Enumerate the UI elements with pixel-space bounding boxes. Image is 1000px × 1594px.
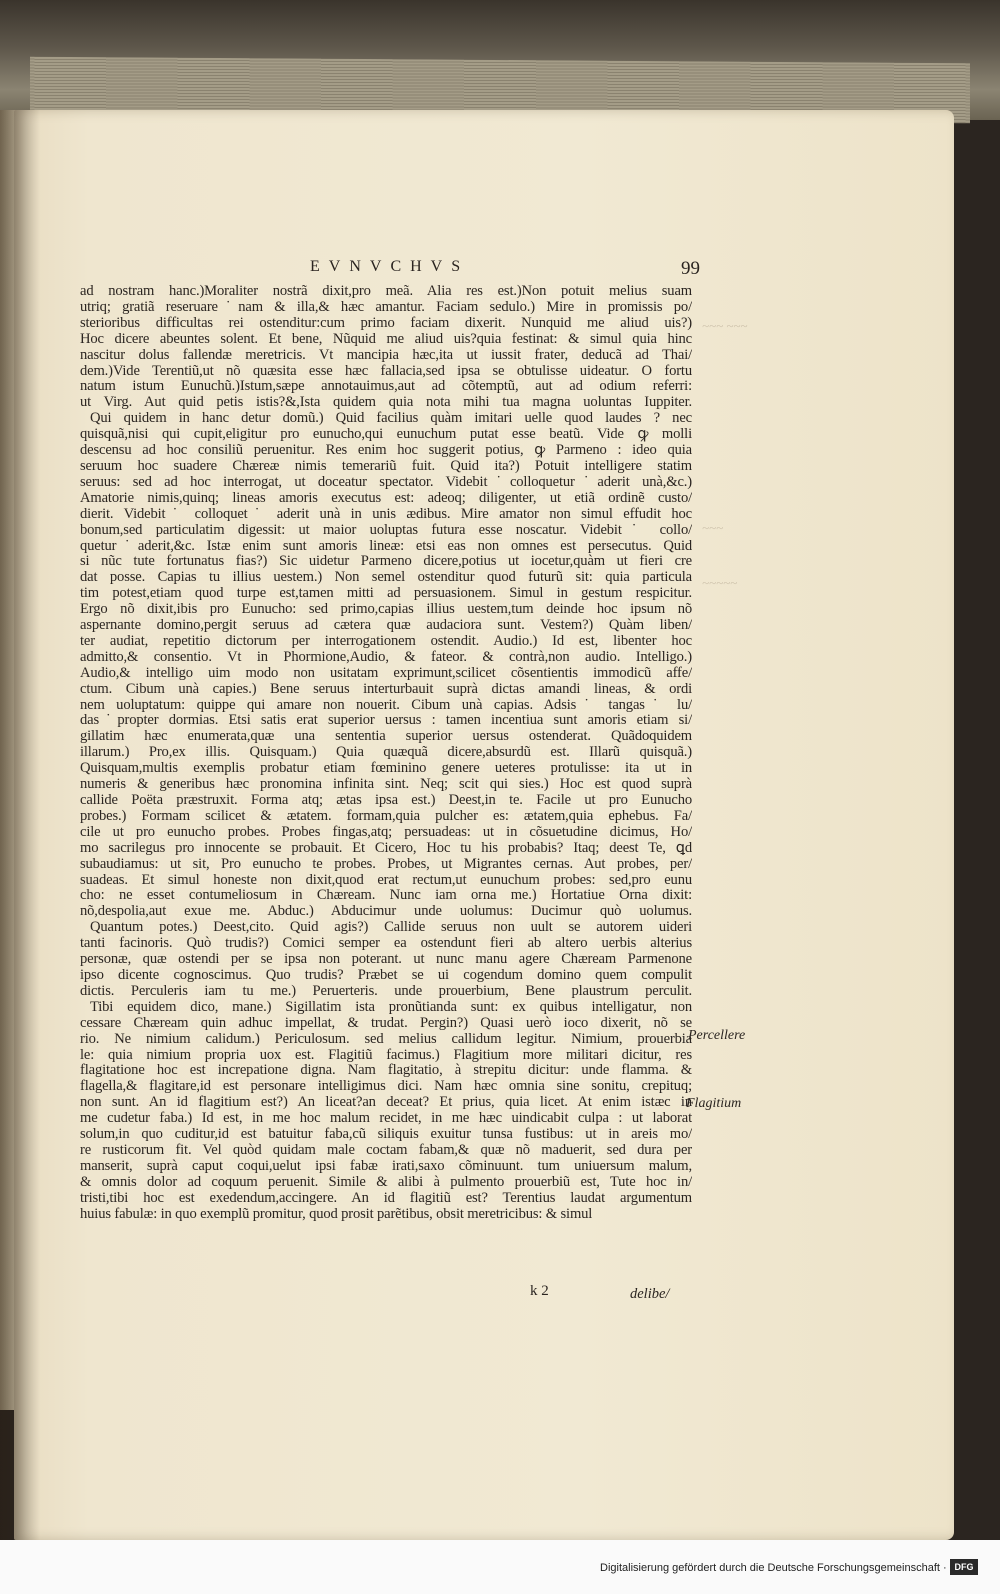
text-line: nõ,despolia,aut exue me. Abduc.) Abducimur unde uolumus: Ducimur quò uolumus. bbox=[80, 904, 692, 920]
text-line: numeris & generibus hæc pronomina infinita sint. Neq; scit qui sies.) Hoc est quod suprà bbox=[80, 777, 692, 793]
text-line: tanti facinoris. Quò trudis?) Comici semper ea ostendunt fieri ab altero uerbis alterius bbox=[80, 936, 692, 952]
spine-shadow bbox=[0, 110, 40, 1550]
text-line: flagella,& flagitare,id est personare intelligimus dici. Nam hæc omnia sine sonitu, crepituq; bbox=[80, 1079, 692, 1095]
text-line: dictis. Perculeris iam tu me.) Peruerteris. unde prouerbium, Bene plaustrum perculit. bbox=[80, 983, 692, 999]
text-line: probes.) Formam scilicet & ætatem. formam,quia pulcher es: ætatem,quia ephebus. Fa/ bbox=[80, 808, 692, 824]
text-line: sterioribus difficultas rei ostenditur:cum primo faciam dixerit. Nunquid me aliud uis?) bbox=[80, 315, 692, 331]
text-line: Tibi equidem dico, mane.) Sigillatim ista pronũtianda sunt: ex quibus intelligatur, non bbox=[90, 999, 692, 1015]
text-line: gillatim hæc enumerata,quæ una sententia superior uersus ostenderat. Quãdoquidem bbox=[80, 729, 692, 745]
commentary-text bbox=[80, 284, 692, 1222]
text-line: rio. Ne nimium calidum.) Periculosum. sed melius callidum legitur. Nimium, prouerbia bbox=[80, 1031, 692, 1047]
text-line: cho: ne esset contumeliosum in Chæream. Nunc iam orna me.) Hortatiue Orna dixit: bbox=[80, 888, 692, 904]
text-line: Quantum potes.) Deest,cito. Quid agis?) Callide seruus non uult se autorem uideri bbox=[90, 920, 692, 936]
text-line: Amatorie nimis,quinq; lineas amoris executus est: adeoq; diligenter, ut etiã ordinẽ custo/ bbox=[80, 490, 692, 506]
text-line: admitto,& consentio. Vt in Phormione,Audio, & fateor. & contrà,non audio. Intelligo.) bbox=[80, 649, 692, 665]
text-line: si nũc tute fortunatus fias?) Sic uidetur Parmeno dicere,potius ut iocetur,quàm ut fieri cre bbox=[80, 554, 692, 570]
text-line: tim potest,etiam quod turpe est,tamen mitti ad persuasionem. Simul in gestum respicitur. bbox=[80, 586, 692, 602]
text-line: le: quia nimium propria uox est. Flagitiũ facimus.) Flagitium more militari dicitur, res bbox=[80, 1047, 692, 1063]
text-line: ter audiat, repetitio dictorum per interrogationem ostendit. Audio.) Id est, libenter hoc bbox=[80, 633, 692, 649]
text-line: nascitur dolus fallendæ meretricis. Vt mancipia hæc,ita ut iussit frater, deducã ad Thai/ bbox=[80, 347, 692, 363]
text-line: ctum. Cibum unà capies.) Bene seruus interturbauit suprà dictas amandi lineas, & ordi bbox=[80, 681, 692, 697]
text-line: solum,in quo cuditur,id est batuitur faba,cũ siliquis exuitur tunsa fustibus: ut in areis mo/ bbox=[80, 1127, 692, 1143]
text-line: quetur˙aderit,&c. Istæ enim sunt amoris lineæ: etsi eas non omnes est persecutus. Quid bbox=[80, 538, 692, 554]
text-line: dat posse. Capias tu illius uestem.) Non semel ostenditur quod futurũ sit: quia particula bbox=[80, 570, 692, 586]
text-line: ut Virg. Aut quid petis istis?&,Ista quidem quia nota mihi tua magna uoluntas Iuppiter. bbox=[80, 395, 692, 411]
text-line: descensu ad hoc consiliũ peruenitur. Res enim hoc suggerit potius, ꝙ Parmeno : ideo quia bbox=[80, 443, 692, 459]
text-line: seruus: sed ad hoc interrogat, ut doceatur spectator. Videbit˙colloquetur˙aderit unà,&c.) bbox=[80, 474, 692, 490]
text-line: ad nostram hanc.)Moraliter nostrã dixit,pro meã. Alia res est.)Non potuit melius suam bbox=[80, 284, 692, 299]
text-line: personæ, quæ ostendi per se ipsa non poterant. ut nunc manu agere Chæream Parmenone bbox=[80, 952, 692, 968]
text-line: quisquã,nisi qui cupit,eligitur pro eunucho,qui eunuchum putat esse beatũ. Vide ꝙ molli bbox=[80, 427, 692, 443]
text-line: Audio,& intelligo uim modo non usitatam exprimunt,scilicet cõsentientis immodicũ affe/ bbox=[80, 665, 692, 681]
margin-note-flagitium: Flagitium bbox=[686, 1096, 742, 1111]
faint-bleed-through-note: ~~~ bbox=[702, 520, 724, 535]
text-line: Hoc dicere abeuntes solent. Et bene, Nũquid me aliud uis?quia festinat: & simul quia hinc bbox=[80, 331, 692, 347]
text-line: mo sacrilegus pro innocente se probauit. Et Cicero, Hoc tu his probabis? Itaq; deest Te, ꝗd bbox=[80, 840, 692, 856]
text-line: re rusticorum fit. Vel quòd quidam male coctam fabam,& quæ nõ maduerit, sed dura per bbox=[80, 1142, 692, 1158]
text-line: flagitatione hoc est increpatione digna. Nam flagitatio, à strepitu dicitur: unde flamma. & bbox=[80, 1063, 692, 1079]
page-number: 99 bbox=[681, 258, 700, 279]
text-line: huius fabulæ: in quo exemplũ promitur, quod prosit parẽtibus, obsit meretricibus: & simul bbox=[80, 1206, 593, 1222]
faint-bleed-through-note: ~~~ ~~~ bbox=[702, 318, 748, 333]
text-line: das˙propter dormias. Etsi satis erat superior uersus : tamen incentiua sunt amoris etiam si/ bbox=[80, 713, 692, 729]
text-line: nem uoluptatum: quippe qui amare non nouerit. Cibum unà capias. Adsis˙ tangas˙ lu/ bbox=[80, 697, 692, 713]
dfg-logo: DFG bbox=[950, 1559, 978, 1575]
digitization-credit: Digitalisierung gefördert durch die Deutsche Forschungsgemeinschaft · bbox=[600, 1562, 947, 1574]
text-line: dem.)Vide Terentiũ,ut nõ quæsita esse hæc fallacia,sed ipsa se obtulisse uideatur. O fortu bbox=[80, 363, 692, 379]
signature-mark: k 2 bbox=[530, 1283, 549, 1299]
text-line: Quisquam,multis exemplis probatur etiam fœminino genere ueteres protulisse: ita ut in bbox=[80, 761, 692, 777]
text-line: cile ut pro eunucho probes. Probes fingas,atq; persuadeas: ut in cõsuetudine dicimus, Ho/ bbox=[80, 824, 692, 840]
running-title: EVNVCHVS bbox=[310, 258, 470, 275]
faint-bleed-through-note: ~~~~~ bbox=[702, 575, 738, 590]
text-line: bonum,sed particulatim digessit: ut maior uoluptas futura esse noscatur. Videbit˙ collo/ bbox=[80, 522, 692, 538]
page-header bbox=[80, 258, 700, 284]
margin-note-percellere: Percellere bbox=[688, 1028, 746, 1043]
text-line: & omnis dolor ad coquum peruenit. Simile & alibi à pulmento prouerbiũ est, Tute hoc in/ bbox=[80, 1174, 692, 1190]
text-line: suadeas. Et simul honeste non dixit,quod erat rectum,ut eunuchum probes: sed,pro eunu bbox=[80, 872, 692, 888]
text-line: callide Poëta præstruxit. Forma atq; ætas ipsa est.) Deest,in te. Facile ut pro Eunucho bbox=[80, 793, 692, 808]
text-line: Qui quidem in hanc detur domũ.) Quid facilius quàm imitari uelle quod laudes ? nec bbox=[90, 411, 692, 427]
text-line: natum istum Eunuchũ.)Istum,sæpe annotauimus,aut ad cõtemptũ, aut ad odium referri: bbox=[80, 379, 692, 395]
text-line: ipso dicente cognoscimus. Quo trudis? Præbet se ui cogendum domino quem compulit bbox=[80, 967, 692, 983]
text-line: non sunt. An id flagitium est?) An liceat?an deceat? Et prius, quia licet. At enim istæc in bbox=[80, 1095, 692, 1111]
text-line: aspernante domino,pergit seruus ad cætera quæ audaciora sunt. Vestem?) Quàm liben/ bbox=[80, 618, 692, 634]
text-line: Ergo nõ dixit,ibis pro Eunucho: sed primo,capias illius uestem,tum deinde hoc ipsum nõ bbox=[80, 602, 692, 618]
text-line: illarum.) Pro,ex illis. Quisquam.) Quia quæquã dicere,absurdũ est. Illarũ quisquã.) bbox=[80, 745, 692, 761]
text-line: me cudetur faba.) Id est, in me hoc malum recidet, in me hæc uindicabit culpa : ut laborat bbox=[80, 1111, 692, 1127]
text-line: cessare Chæream quin adhuc impellat, & trudat. Pergin?) Quasi uerò ioco dixerit, nõ se bbox=[80, 1015, 692, 1031]
text-line: tristi,tibi hoc est exedendum,accingere. An id flagitiũ est? Terentius laudat argumentum bbox=[80, 1190, 692, 1206]
catchword: delibe/ bbox=[630, 1286, 670, 1302]
text-line: manserit, suprà caput coqui,uelut ipsi fabæ irati,saxo cõminuunt. tum uniuersum malum, bbox=[80, 1158, 692, 1174]
text-line: dierit. Videbit˙ colloquet˙ aderit unà in unis ædibus. Mire amator non simul effudit hoc bbox=[80, 506, 692, 522]
text-line: seruum hoc suadere Chæreæ nimis temerariũ fuit. Quid ita?) Potuit intelligere statim bbox=[80, 458, 692, 474]
text-line: utriq; gratiã reseruare˙nam & illa,& hæc amantur. Faciam sedulo.) Mire in promissis po/ bbox=[80, 299, 692, 315]
text-line: subaudiamus: ut sit, Pro eunucho te probes. Probes, ut Migrantes cernas. Aut probes, per/ bbox=[80, 856, 692, 872]
